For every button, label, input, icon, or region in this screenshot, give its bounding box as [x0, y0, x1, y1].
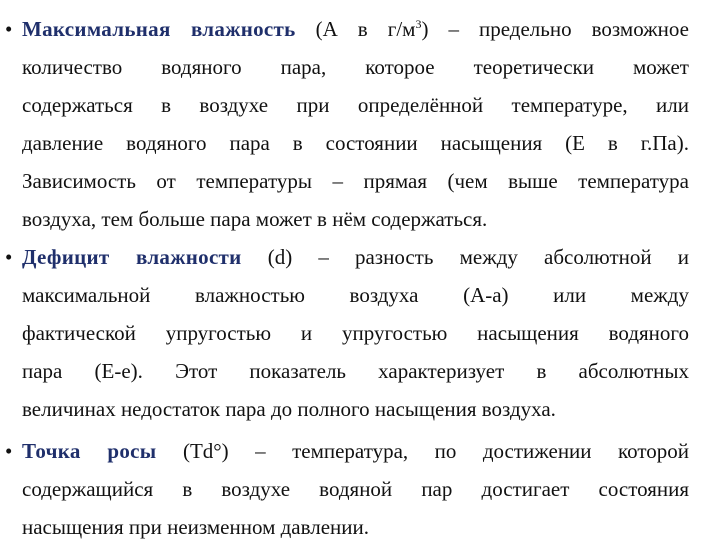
bullet-marker: •	[5, 439, 13, 463]
definition-text: (Td°) – температура, по достижении которой	[156, 439, 689, 463]
paragraph-line	[22, 14, 689, 44]
paragraph-line: насыщения при неизменном давлении.	[22, 515, 370, 539]
paragraph-line: количество водяного пара, которое теоретически может	[22, 55, 689, 79]
definition-text: (d) – разность между абсолютной и	[241, 245, 689, 269]
paragraph-line: фактической упругостью и упругостью насыщения водяного	[22, 321, 689, 345]
term-humidity-deficit: Дефицит влажности	[22, 245, 242, 269]
paragraph-line	[22, 436, 689, 466]
paragraph-line: пара (Е-е). Этот показатель характеризует в абсолютных	[22, 359, 689, 383]
paragraph-line: максимальной влажностью воздуха (А-а) или между	[22, 283, 689, 307]
paragraph-line: воздуха, тем больше пара может в нём содержаться.	[22, 207, 488, 231]
paragraph-line: величинах недостаток пара до полного насыщения воздуха.	[22, 397, 556, 421]
paragraph-line	[22, 242, 689, 272]
paragraph-line: Зависимость от температуры – прямая (чем выше температура	[22, 169, 689, 193]
bullet-marker: •	[5, 245, 13, 269]
bullet-marker: •	[5, 17, 13, 41]
term-dew-point: Точка росы	[22, 439, 157, 463]
definition-text: (А в г/м	[295, 17, 416, 41]
paragraph-line: содержаться в воздухе при определённой температуре, или	[22, 93, 689, 117]
definition-text: ) – предельно возможное	[421, 17, 689, 41]
paragraph-line: содержащийся в воздухе водяной пар достигает состояния	[22, 477, 689, 501]
term-max-humidity: Максимальная влажность	[22, 17, 296, 41]
superscript: 3	[415, 17, 422, 31]
paragraph-line: давление водяного пара в состоянии насыщения (Е в г.Па).	[22, 131, 689, 155]
